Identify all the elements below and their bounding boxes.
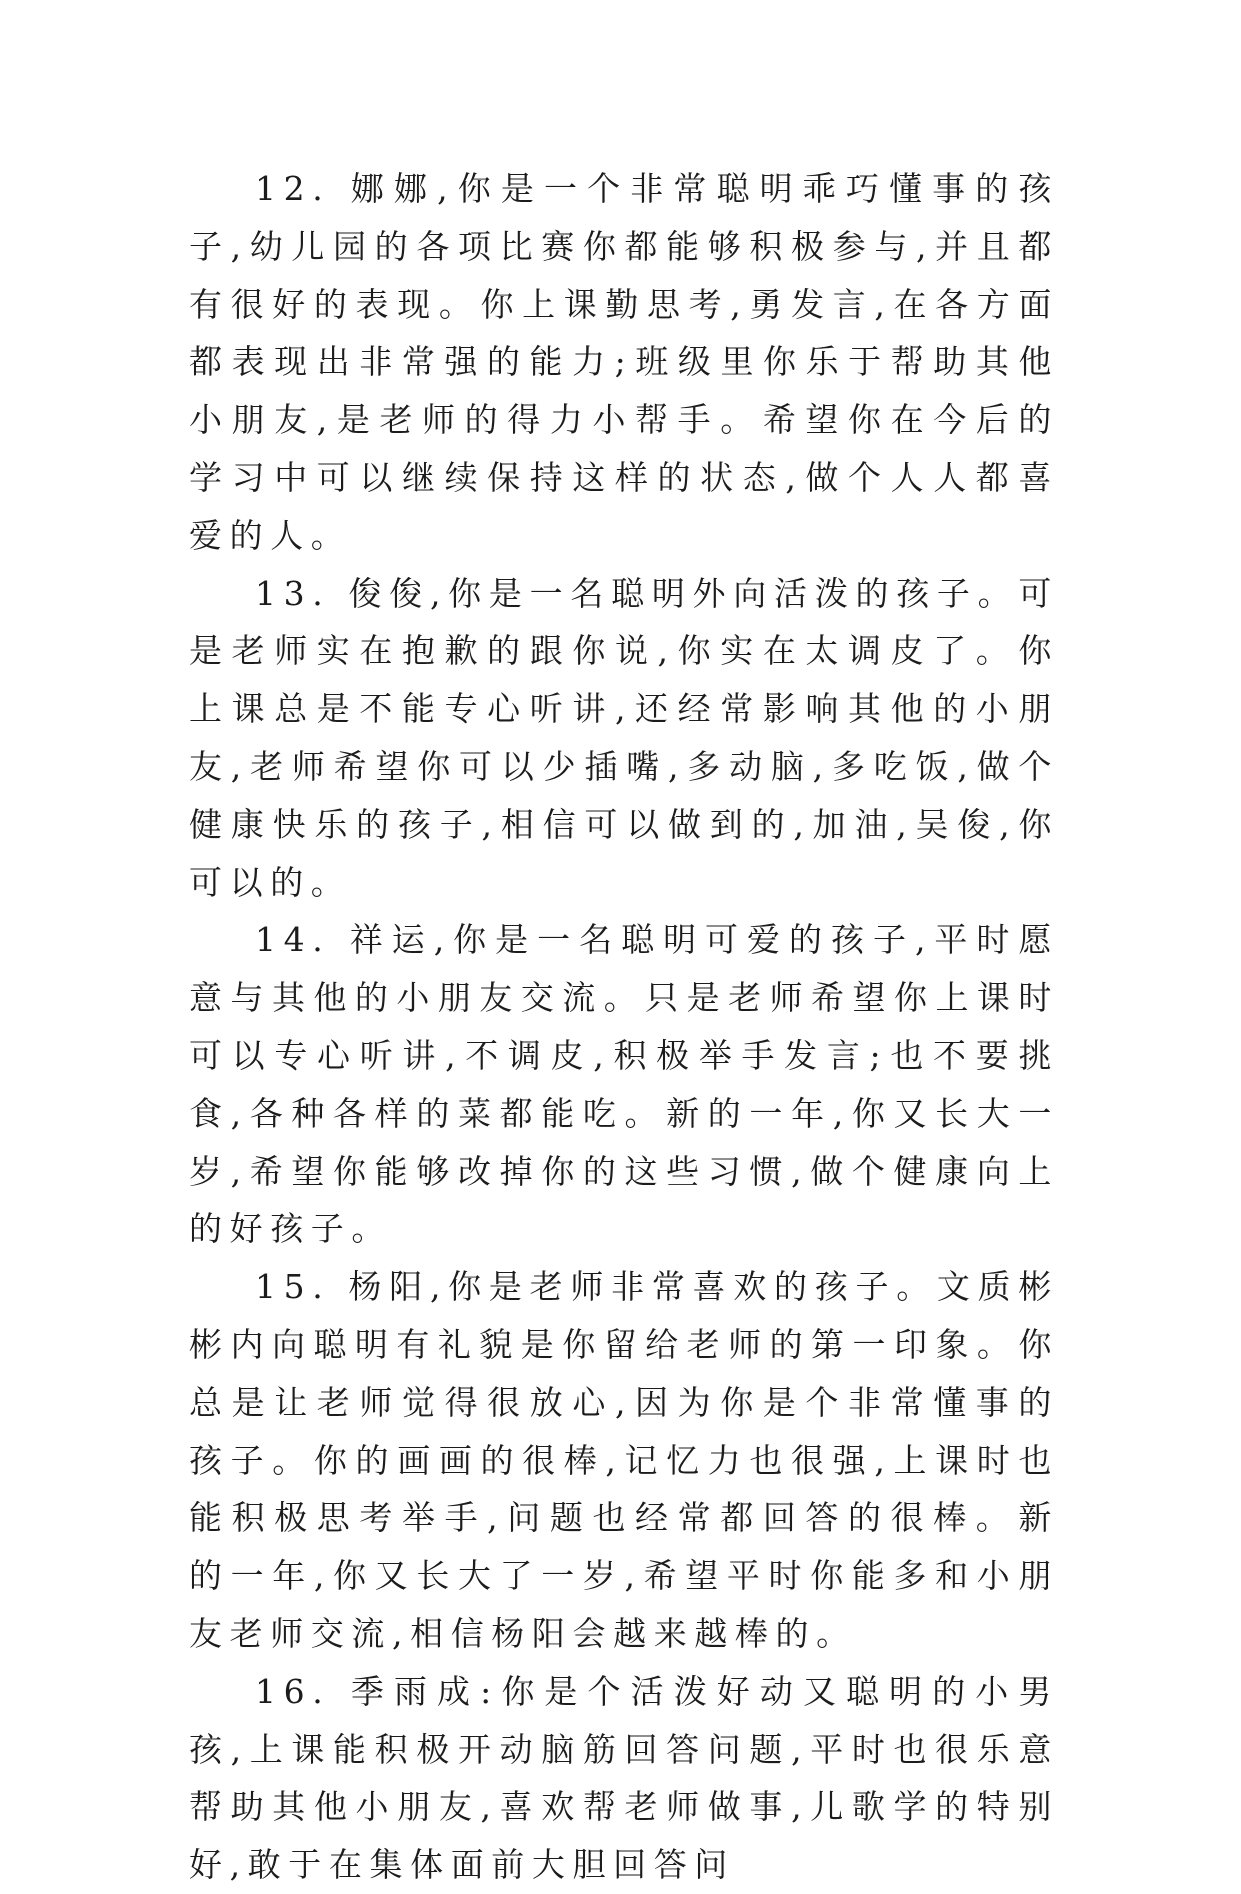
document-body [189, 160, 1059, 1894]
paragraph-13: 13. 俊俊,你是一名聪明外向活泼的孩子。可是老师实在抱歉的跟你说,你实在太调皮了。你上课总是不能专心听讲,还经常影响其他的小朋友,老师希望你可以少插嘴,多动脑,多吃饭,做个健康快乐的孩子,相信可以做到的,加油,吴俊,你可以的。 [189, 573, 1059, 902]
paragraph-16: 16. 季雨成:你是个活泼好动又聪明的小男孩,上课能积极开动脑筋回答问题,平时也很乐意帮助其他小朋友,喜欢帮老师做事,儿歌学的特别好,敢于在集体面前大胆回答问 [189, 1671, 1059, 1885]
paragraph-15: 15. 杨阳,你是老师非常喜欢的孩子。文质彬彬内向聪明有礼貌是你留给老师的第一印象。你总是让老师觉得很放心,因为你是个非常懂事的孩子。你的画画的很棒,记忆力也很强,上课时也能积极思考举手,问题也经常都回答的很棒。新的一年,你又长大了一岁,希望平时你能多和小朋友老师交流,相信杨阳会越来越棒的。 [189, 1267, 1059, 1653]
paragraph-12: 12. 娜娜,你是一个非常聪明乖巧懂事的孩子,幼儿园的各项比赛你都能够积极参与,并且都有很好的表现。你上课勤思考,勇发言,在各方面都表现出非常强的能力;班级里你乐于帮助其他小朋友,是老师的得力小帮手。希望你在今后的学习中可以继续保持这样的状态,做个人人都喜爱的人。 [189, 169, 1059, 555]
paragraph-14: 14. 祥运,你是一名聪明可爱的孩子,平时愿意与其他的小朋友交流。只是老师希望你上课时可以专心听讲,不调皮,积极举手发言;也不要挑食,各种各样的菜都能吃。新的一年,你又长大一岁,希望你能够改掉你的这些习惯,做个健康向上的好孩子。 [189, 920, 1059, 1249]
